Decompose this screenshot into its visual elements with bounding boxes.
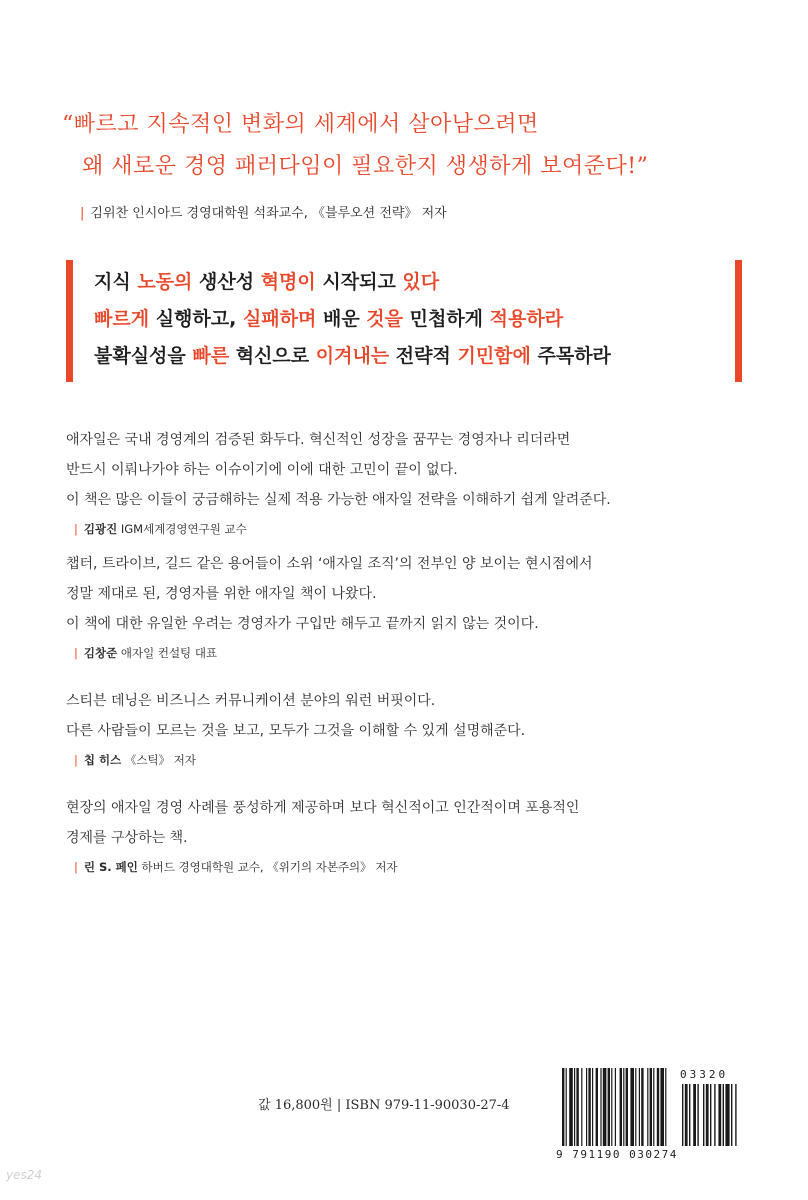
highlight-word: 민첩하게 — [409, 308, 490, 330]
barcode-number: 9 791190 030274 — [556, 1148, 678, 1161]
headline-quote — [62, 104, 762, 188]
highlight-line-1 — [94, 264, 611, 301]
highlight-word-red: 기민함에 — [457, 345, 538, 367]
reviewer-name: 김창준 — [83, 646, 118, 660]
review-line: 이 책은 많은 이들이 궁금해하는 실제 적용 가능한 애자일 전략을 이해하기 쉽게 알려준다. — [66, 492, 611, 508]
reviewer-name: 김광진 — [83, 522, 118, 536]
highlight-word: 전략적 — [395, 345, 458, 367]
highlight-word: 실행하고, — [155, 308, 243, 330]
highlight-line-2 — [94, 301, 611, 338]
highlight-word-red: 것을 — [366, 308, 410, 330]
review-block — [66, 793, 766, 877]
highlight-word-red: 실패하며 — [242, 308, 323, 330]
review-attribution — [66, 643, 766, 663]
highlight-word: 불확실성을 — [94, 345, 193, 367]
highlight-word-red: 빠르게 — [94, 308, 156, 330]
attribution-bar: | — [74, 522, 78, 536]
highlight-right-bar — [735, 260, 742, 382]
review-block — [66, 549, 766, 663]
review-line: 스티븐 데닝은 비즈니스 커뮤니케이션 분야의 워런 버핏이다. — [66, 693, 436, 709]
highlight-word: 생산성 — [199, 271, 261, 293]
reviewer-title: 《스틱》 저자 — [124, 753, 196, 767]
review-block — [66, 686, 766, 770]
highlight-line-3 — [94, 338, 611, 375]
highlight-word: 지식 — [94, 271, 138, 293]
quote-attribution-text: 김위찬 인시아드 경영대학원 석좌교수, 《블루오션 전략》 저자 — [90, 206, 447, 221]
reviewer-title: 하버드 경영대학원 교수, 《위기의 자본주의》 저자 — [141, 860, 398, 874]
review-block — [66, 425, 766, 539]
review-attribution — [66, 857, 766, 877]
highlight-word: 시작되고 — [322, 271, 403, 293]
highlight-word-red: 이겨내는 — [315, 345, 396, 367]
review-attribution — [66, 519, 766, 539]
review-line: 경제를 구상하는 책. — [66, 830, 188, 846]
reviewer-name: 칩 히스 — [83, 753, 122, 767]
attribution-bar: | — [74, 646, 78, 660]
reviewer-title: 애자일 컨설팅 대표 — [120, 646, 218, 660]
highlight-word: 주목하라 — [537, 345, 611, 367]
highlight-lines — [94, 264, 611, 375]
review-line: 현장의 애자일 경영 사례를 풍성하게 제공하며 보다 혁신적이고 인간적이며 포용적인 — [66, 800, 580, 816]
review-line: 반드시 이뤄나가야 하는 이슈이기에 이에 대한 고민이 끝이 없다. — [66, 462, 458, 478]
review-line: 이 책에 대한 유일한 우려는 경영자가 구입만 해두고 끝까지 읽지 않는 것이다. — [66, 616, 539, 632]
highlight-word-red: 노동의 — [137, 271, 200, 293]
quote-line-2: 왜 새로운 경영 패러다임이 필요한지 생생하게 보여준다!” — [82, 154, 649, 179]
highlight-word: 배운 — [322, 308, 367, 330]
reviewer-name: 린 S. 페인 — [83, 860, 138, 874]
barcode-addon-number: 03320 — [680, 1068, 729, 1081]
quote-attribution — [80, 202, 447, 221]
review-line: 다른 사람들이 모르는 것을 보고, 모두가 그것을 이해할 수 있게 설명해준다. — [66, 723, 526, 739]
highlight-word-red: 혁명이 — [260, 271, 323, 293]
attribution-bar: | — [74, 860, 78, 874]
watermark: yes24 — [6, 1168, 43, 1182]
reviewer-title: IGM세계경영연구원 교수 — [120, 522, 247, 536]
review-attribution — [66, 750, 766, 770]
review-line: 애자일은 국내 경영계의 검증된 화두다. 혁신적인 성장을 꿈꾸는 경영자나 리더라면 — [66, 432, 571, 448]
highlight-left-bar — [66, 260, 73, 382]
attribution-bar: | — [74, 753, 78, 767]
highlight-word-red: 적용하라 — [489, 308, 564, 330]
highlight-box — [66, 260, 742, 382]
review-line: 정말 제대로 된, 경영자를 위한 애자일 책이 나왔다. — [66, 586, 377, 602]
highlight-word-red: 빠른 — [192, 345, 236, 367]
attribution-bar: | — [80, 206, 85, 221]
highlight-word: 혁신으로 — [235, 345, 316, 367]
review-line: 챕터, 트라이브, 길드 같은 용어들이 소위 ‘애자일 조직’의 전부인 양 보이는 현시점에서 — [66, 556, 593, 572]
quote-line-1: “빠르고 지속적인 변화의 세계에서 살아남으려면 — [62, 112, 539, 137]
highlight-word-red: 있다 — [402, 271, 440, 293]
isbn-barcode — [556, 1068, 748, 1166]
price-isbn: 값 16,800원 | ISBN 979-11-90030-27-4 — [258, 1098, 510, 1113]
